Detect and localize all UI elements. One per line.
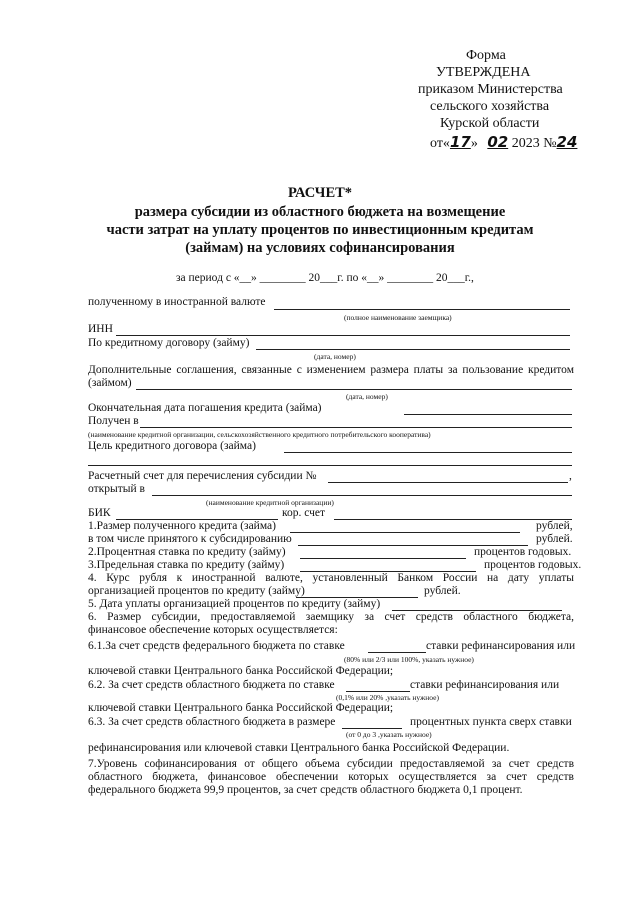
opened-line[interactable]: [152, 495, 572, 496]
item-6-3-tail: процентных пункта сверх ставки: [410, 716, 572, 728]
borrower-hint: (полное наименование заемщика): [344, 313, 452, 322]
ministry-label: сельского хозяйства: [430, 99, 550, 114]
contract-hint: (дата, номер): [314, 352, 356, 361]
final-date-label: Окончательная дата погашения кредита (займа): [88, 402, 322, 414]
item-7-label-2: областного бюджета, финансовое обеспечении которых осуществляется за счет средств: [88, 771, 574, 783]
item-1-line[interactable]: [290, 532, 520, 533]
account-line[interactable]: [328, 482, 568, 483]
item-6-label: 6. Размер субсидии, предоставляемой заемщику за счет средств областного бюджета,: [88, 611, 574, 623]
contract-line[interactable]: [256, 349, 570, 350]
item-6-1-cont: ключевой ставки Центрального банка Российской Федерации;: [88, 665, 394, 677]
handwritten-number: 24: [556, 133, 578, 151]
item-2-line[interactable]: [300, 558, 466, 559]
item-6-2-tail: ставки рефинансирования или: [410, 679, 560, 691]
inn-line[interactable]: [116, 335, 570, 336]
account-comma: ,: [569, 470, 572, 482]
bik-label: БИК: [88, 507, 111, 519]
item-3-label: 3.Предельная ставка по кредиту (займу): [88, 559, 285, 571]
purpose-line[interactable]: [284, 452, 572, 453]
order-label: приказом Министерства: [418, 82, 563, 97]
account-label: Расчетный счет для перечисления субсидии №: [88, 470, 317, 482]
currency-loan-label: полученному в иностранной валюте: [88, 296, 266, 308]
additional-line[interactable]: [136, 389, 572, 390]
item-6-2-line[interactable]: [346, 691, 410, 692]
item-6-2-cont: ключевой ставки Центрального банка Российской Федерации;: [88, 702, 394, 714]
item-6-2-label: 6.2. За счет средств областного бюджета по ставке: [88, 679, 335, 691]
item-7-label-3: федерального бюджета 99,9 процентов, за счет средств областного бюджета 0,1 процент.: [88, 784, 523, 796]
contract-label: По кредитному договору (займу): [88, 337, 250, 349]
item-4-label: 4. Курс рубля к иностранной валюте, установленный Банком России на дату уплаты: [88, 572, 574, 584]
item-2-unit: процентов годовых.: [474, 546, 572, 558]
approved-label: УТВЕРЖДЕНА: [436, 65, 531, 80]
item-6-1-label: 6.1.За счет средств федерального бюджета по ставке: [88, 640, 345, 652]
item-6-1-tail: ставки рефинансирования или: [426, 640, 576, 652]
additional-label: Дополнительные соглашения, связанные с изменением размера платы за пользование кредитом: [88, 364, 574, 376]
item-1-label: 1.Размер полученного кредита (займа): [88, 520, 276, 532]
doc-subtitle-2: части затрат на уплату процентов по инвестиционным кредитам: [106, 222, 534, 238]
handwritten-month: 02: [487, 133, 509, 151]
received-line[interactable]: [140, 427, 572, 428]
purpose-label: Цель кредитного договора (займа): [88, 440, 256, 452]
item-6-1-hint: (80% или 2/3 или 100%, указать нужное): [344, 655, 474, 664]
item-4-unit: рублей.: [424, 585, 461, 597]
doc-subtitle-1: размера субсидии из областного бюджета на возмещение: [134, 204, 506, 220]
item-6-1-line[interactable]: [368, 652, 426, 653]
item-5-label: 5. Дата уплаты организацией процентов по кредиту (займу): [88, 598, 381, 610]
received-label: Получен в: [88, 415, 139, 427]
borrower-name-line[interactable]: [274, 309, 570, 310]
doc-subtitle-3: (займам) на условиях софинансирования: [185, 240, 455, 256]
handwritten-day: 17: [449, 133, 471, 151]
purpose-line-2[interactable]: [88, 465, 572, 466]
item-6-3-hint: (от 0 до 3 ,указать нужное): [346, 730, 432, 739]
item-6-3-line[interactable]: [342, 728, 402, 729]
region-label: Курской области: [440, 116, 540, 131]
item-4-label-2: организацией процентов по кредиту (займу): [88, 585, 305, 597]
final-date-line[interactable]: [404, 414, 572, 415]
additional-label-2: (займом): [88, 377, 132, 389]
period-line: за период с «__» ________ 20___г. по «__» ________ 20___г.,: [176, 272, 474, 284]
item-6-3-cont: рефинансирования или ключевой ставки Центрального банка Российской Федерации.: [88, 742, 510, 754]
received-hint: (наименование кредитной организации, сельскохозяйственного кредитного потребительского кооператива): [88, 430, 431, 439]
doc-title: РАСЧЕТ*: [287, 185, 353, 201]
item-1-sub-label: в том числе принятого к субсидированию: [88, 533, 292, 545]
item-6-label-2: финансовое обеспечение которых осуществляется:: [88, 624, 338, 636]
form-label: Форма: [466, 48, 506, 63]
corr-label: кор. счет: [282, 507, 326, 519]
approval-date: от«17» 02 2023 №24: [430, 133, 578, 151]
opened-label: открытый в: [88, 483, 145, 495]
additional-hint: (дата, номер): [346, 392, 388, 401]
opened-hint: (наименование кредитной организации): [206, 498, 334, 507]
inn-label: ИНН: [88, 323, 113, 335]
item-2-label: 2.Процентная ставка по кредиту (займу): [88, 546, 286, 558]
item-3-unit: процентов годовых.: [484, 559, 582, 571]
item-6-3-label: 6.3. За счет средств областного бюджета в размере: [88, 716, 336, 728]
item-7-label: 7.Уровень софинансирования от общего объема субсидии предоставляемой за счет средств: [88, 758, 574, 770]
item-1-sub-unit: рублей.: [536, 533, 573, 545]
item-6-2-hint: (0,1% или 20% ,указать нужное): [336, 693, 439, 702]
item-1-unit: рублей,: [536, 520, 573, 532]
